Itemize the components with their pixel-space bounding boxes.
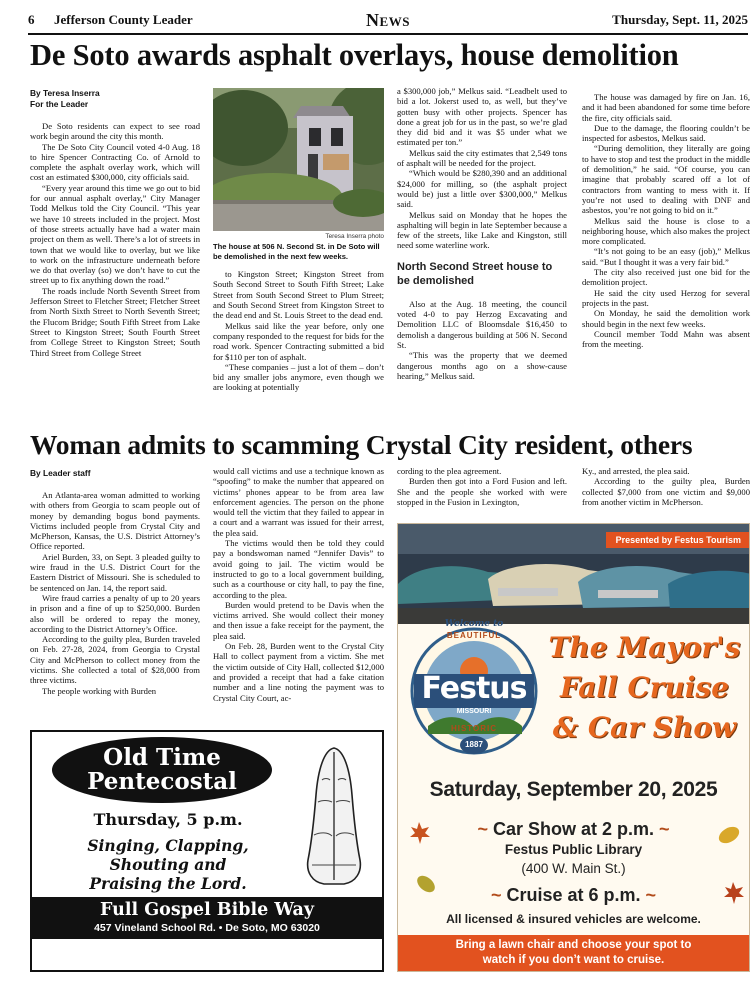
church-ad xyxy=(30,730,384,972)
venue-name: Festus Public Library xyxy=(504,842,643,857)
car-show-time: ~ Car Show at 2 p.m. ~ xyxy=(477,819,670,839)
story1-subhead: North Second Street house to be demolished xyxy=(397,260,553,287)
paragraph: An Atlanta-area woman admitted to working with others from Georgia to scam people out of money by demanding bogus bond payments. Victims included people from Crystal City and McPherson, Kansas, the U.S. District Attorney’s Office reported. xyxy=(30,490,200,552)
story1-col1-body xyxy=(30,121,200,358)
venue-address: (400 W. Main St.) xyxy=(521,861,626,876)
church-name: Full Gospel Bible Way xyxy=(100,900,314,920)
story2-col2-body xyxy=(213,466,384,703)
cruise-time: ~ Cruise at 6 p.m. ~ xyxy=(490,885,657,905)
event-footer-bar xyxy=(398,935,749,971)
maple-leaf-icon xyxy=(720,880,746,906)
paragraph: On Feb. 28, Burden went to the Crystal City Hall to collect payment from a victim. She met the victim outside of City Hall, collected $12,000 and provided a receipt that had a fake citation number and a line noting the payment was to Crystal City Court, ac- xyxy=(213,641,384,703)
paragraph: “During demolition, they literally are going to have to stop and test the product in the middle of demolition,” he said. “Of course, you can imagine that probably scared off a lot of contractors from wanting to mess with it. If you’re not used to dealing with DNF and asbestos, you’re not going to bid on it.” xyxy=(582,143,750,216)
paragraph: He said the city used Herzog for several projects in the past. xyxy=(582,287,750,308)
paragraph: Melkus said on Monday that he hopes the asphalting will begin in late September because a few of the streets, like Lake and Kingston, still need some waterline work. xyxy=(397,209,567,251)
cruise-time-text: Cruise at 6 p.m. xyxy=(506,885,641,905)
house-photo-image xyxy=(213,88,384,231)
story1-byline-org: For the Leader xyxy=(30,99,89,109)
photo-caption: The house at 506 N. Second St. in De Soto will be demolished in the next few weeks. xyxy=(213,242,380,261)
church-address: 457 Vineland School Rd. • De Soto, MO 63020 xyxy=(94,922,320,934)
praying-hands-icon xyxy=(294,740,374,890)
story1-col1 xyxy=(30,88,200,358)
event-date: Saturday, September 20, 2025 xyxy=(429,778,718,801)
paragraph: Due to the damage, the flooring couldn’t be inspected for asbestos, Melkus said. xyxy=(582,122,750,144)
paragraph: Melkus said the house is close to a neighboring house, which also makes the project more complicated. xyxy=(582,215,750,247)
footer-line1: Bring a lawn chair and choose your spot to xyxy=(455,939,692,951)
badge-year: 1887 xyxy=(460,736,488,754)
page-number: 6 xyxy=(28,12,35,27)
festus-car-show-ad xyxy=(397,523,750,972)
paragraph: Wire fraud carries a penalty of up to 20 years in prison and a fine of up to $250,000. Burden also will be ordered to repay the money, according to the District Attorney’s Office. xyxy=(30,592,200,634)
story1-col2 xyxy=(213,88,384,393)
story2-col4-body xyxy=(582,466,750,507)
badge-beautiful: BEAUTIFUL xyxy=(446,631,502,640)
paragraph: Burden then got into a Ford Fusion and left. She and the people she worked with were stopped in the Fusion in Lexington, xyxy=(397,476,567,507)
story2-headline: Woman admits to scamming Crystal City resident, others xyxy=(30,429,693,460)
paragraph: Council member Todd Mahn was absent from the meeting. xyxy=(582,328,750,350)
paragraph: Melkus said like the year before, only one company responded to the request for bids for the road work. Spencer Contracting submitted a bid for $110 per ton of asphalt. xyxy=(213,320,384,362)
badge-welcome: Welcome to xyxy=(444,619,504,629)
service-time: Thursday, 5 p.m. xyxy=(93,810,243,829)
story1-col3a-body xyxy=(397,86,567,251)
paragraph: The victims would then be told they could pay a bondswoman named “Jennifer Davis” to avoid going to jail. The victim would be instructed to go to a local government building, such as a courthouse or city hall, to pay the fine, according to the plea. xyxy=(213,538,384,600)
paragraph: a $300,000 job,” Melkus said. “Leadbelt used to bid a lot. Jokerst used to, as well, but they’ve gotten busy with other projects. Spencer has done a great job for us in the past, so we’re glad they did bid and it was $5 under what we estimated per ton.” xyxy=(397,86,567,148)
paragraph: The city also received just one bid for the demolition project. xyxy=(582,267,750,288)
church-name-line2: Pentecostal xyxy=(87,768,237,795)
paragraph: Ariel Burden, 33, on Sept. 3 pleaded guilty to wire fraud in the U.S. District Court for the Eastern District of Missouri. She is scheduled to be sentenced on Jan. 14, the report said. xyxy=(30,551,200,593)
paragraph: “These companies – just a lot of them – don’t bid any smaller jobs anymore, even though we are looking at potentially xyxy=(213,361,384,393)
paragraph: Also at the Aug. 18 meeting, the council voted 4-0 to pay Herzog Excavating and Demolition LLC of Bloomsdale $16,450 to demolish a dangerous building at 506 N. Second St. xyxy=(397,298,567,350)
page-folio xyxy=(28,12,748,30)
badge-historic: HISTORIC xyxy=(450,724,498,733)
story2-col1 xyxy=(30,468,200,696)
story2-col4 xyxy=(582,466,750,507)
issue-date: Thursday, Sept. 11, 2025 xyxy=(612,12,748,27)
maple-leaf-icon xyxy=(406,820,432,846)
story2-col3 xyxy=(397,466,567,507)
vehicles-welcome: All licensed & insured vehicles are welcome. xyxy=(446,912,701,926)
story1-headline: De Soto awards asphalt overlays, house demolition xyxy=(30,38,679,72)
paragraph: Ky., and arrested, the plea said. xyxy=(582,466,690,476)
story1-col4-body xyxy=(582,92,750,349)
paragraph: to Kingston Street; Kingston Street from South Second Street to South Fifth Street; Lake Street from South Second Street to Plum Street; and South Second Street from Kingston Street to the dead end and St. Louis Street to the dead end. xyxy=(213,269,384,321)
description-line1: Singing, Clapping, xyxy=(87,836,249,855)
paragraph: “It’s not going to be an easy (job),” Melkus said. “But I thought it was a very fair bid.” xyxy=(582,246,750,267)
story1-col2-body xyxy=(213,269,384,393)
church-name-line1: Old Time xyxy=(103,744,221,771)
story1-col3b-body xyxy=(397,299,567,381)
event-title-line2: Fall Cruise xyxy=(559,671,730,704)
badge-state: MISSOURI xyxy=(456,708,492,715)
paragraph: Melkus said the city estimates that 2,549 tons of asphalt will be needed for the project. xyxy=(397,147,567,169)
paragraph: Burden would pretend to be Davis when the victims arrived. She would collect their money and then issue a fake receipt for the payment, the plea said. xyxy=(213,599,384,641)
car-show-time-text: Car Show at 2 p.m. xyxy=(492,819,655,839)
event-title xyxy=(538,628,750,748)
description-line2: Shouting and xyxy=(109,855,227,874)
paragraph: “Every year around this time we go out to bid for our annual asphalt overlay,” City Manager Todd Melkus told the City Council. “This year we have 10 streets included in the project. Most of those streets actually have had a water main project on them as well. There’s a lot of streets in town that we would like to overlay, but we like to work on the infrastructure underneath before we do that overlay (so) we don’t have to cut the street up to fix anything down the road.” xyxy=(30,182,200,286)
story2-col2 xyxy=(213,466,384,703)
story2-col1-body xyxy=(30,490,200,696)
story2-byline: By Leader staff xyxy=(30,468,91,478)
house-photo xyxy=(213,88,384,231)
paragraph: “This was the property that we deemed dangerous months ago on a show-cause hearing,” Melkus said. xyxy=(397,350,567,381)
leaf-icon xyxy=(414,872,438,896)
story2-col3-body xyxy=(397,466,567,507)
paragraph: The roads include North Seventh Street from Jefferson Street to Fletcher Street; Fletcher Street from North Sixth Street to North Seventh Street; the Flucom Bridge; South Fifth Street from Lake Street to Kingston Street; South Fourth Street from College Street to Kingston Street; South Third Street from College Street xyxy=(30,285,200,358)
paper-name: Jefferson County Leader xyxy=(54,12,193,27)
paragraph: The house was damaged by fire on Jan. 16, and it had been abandoned for some time before the fire, city officials said. xyxy=(582,92,750,123)
paragraph: According to the guilty plea, Burden collected $7,000 from one victim and $9,000 from another victim in McPherson. xyxy=(582,476,750,507)
story1-col4 xyxy=(582,92,750,349)
badge-city: Festus xyxy=(421,671,527,706)
story1-byline-name: By Teresa Inserra xyxy=(30,88,100,98)
church-footer-bar xyxy=(32,897,382,939)
paragraph: would call victims and use a technique known as “spoofing” to make the number that appeared on victims’ phones appear to be from area law enforcement agencies. The person on the phone would tell the victim that they failed to appear in a court and a warrant was issued for their arrest, the plea said. xyxy=(213,466,384,538)
paragraph: De Soto residents can expect to see road work begin around the city this month. xyxy=(30,121,200,142)
section-name: News xyxy=(366,10,410,30)
leaf-icon xyxy=(716,822,742,848)
paragraph: According to the guilty plea, Burden traveled on Feb. 27-28, 2024, from Georgia to Crystal City and McPherson to collect money from the victims. She collected a total of $28,000 from three victims. xyxy=(30,634,200,686)
paragraph: cording to the plea agreement. xyxy=(397,466,502,476)
paragraph: “Which would be $280,390 and an additional $24,000 for milling, so (the asphalt project would be) just a little over $300,000,” Melkus said. xyxy=(397,168,567,210)
story1-col3 xyxy=(397,86,567,381)
description-line3: Praising the Lord. xyxy=(89,874,247,893)
photo-credit: Teresa Inserra photo xyxy=(325,233,384,240)
church-name-oval xyxy=(52,737,272,803)
service-description xyxy=(52,836,284,893)
masthead-rule xyxy=(28,33,748,35)
footer-line2: watch if you don’t want to cruise. xyxy=(482,954,665,966)
paragraph: The De Soto City Council voted 4-0 Aug. 18 to hire Spencer Contracting Co. of Arnold to complete the asphalt overlay work, which will cost an estimated $300,000, city officials said. xyxy=(30,141,200,183)
presented-by-banner: Presented by Festus Tourism xyxy=(606,532,749,548)
paragraph: On Monday, he said the demolition work should begin in the next few weeks. xyxy=(582,308,750,329)
paragraph: The people working with Burden xyxy=(42,685,157,696)
event-title-line3: & Car Show xyxy=(552,711,737,744)
event-title-line1: The Mayor's xyxy=(548,631,741,664)
